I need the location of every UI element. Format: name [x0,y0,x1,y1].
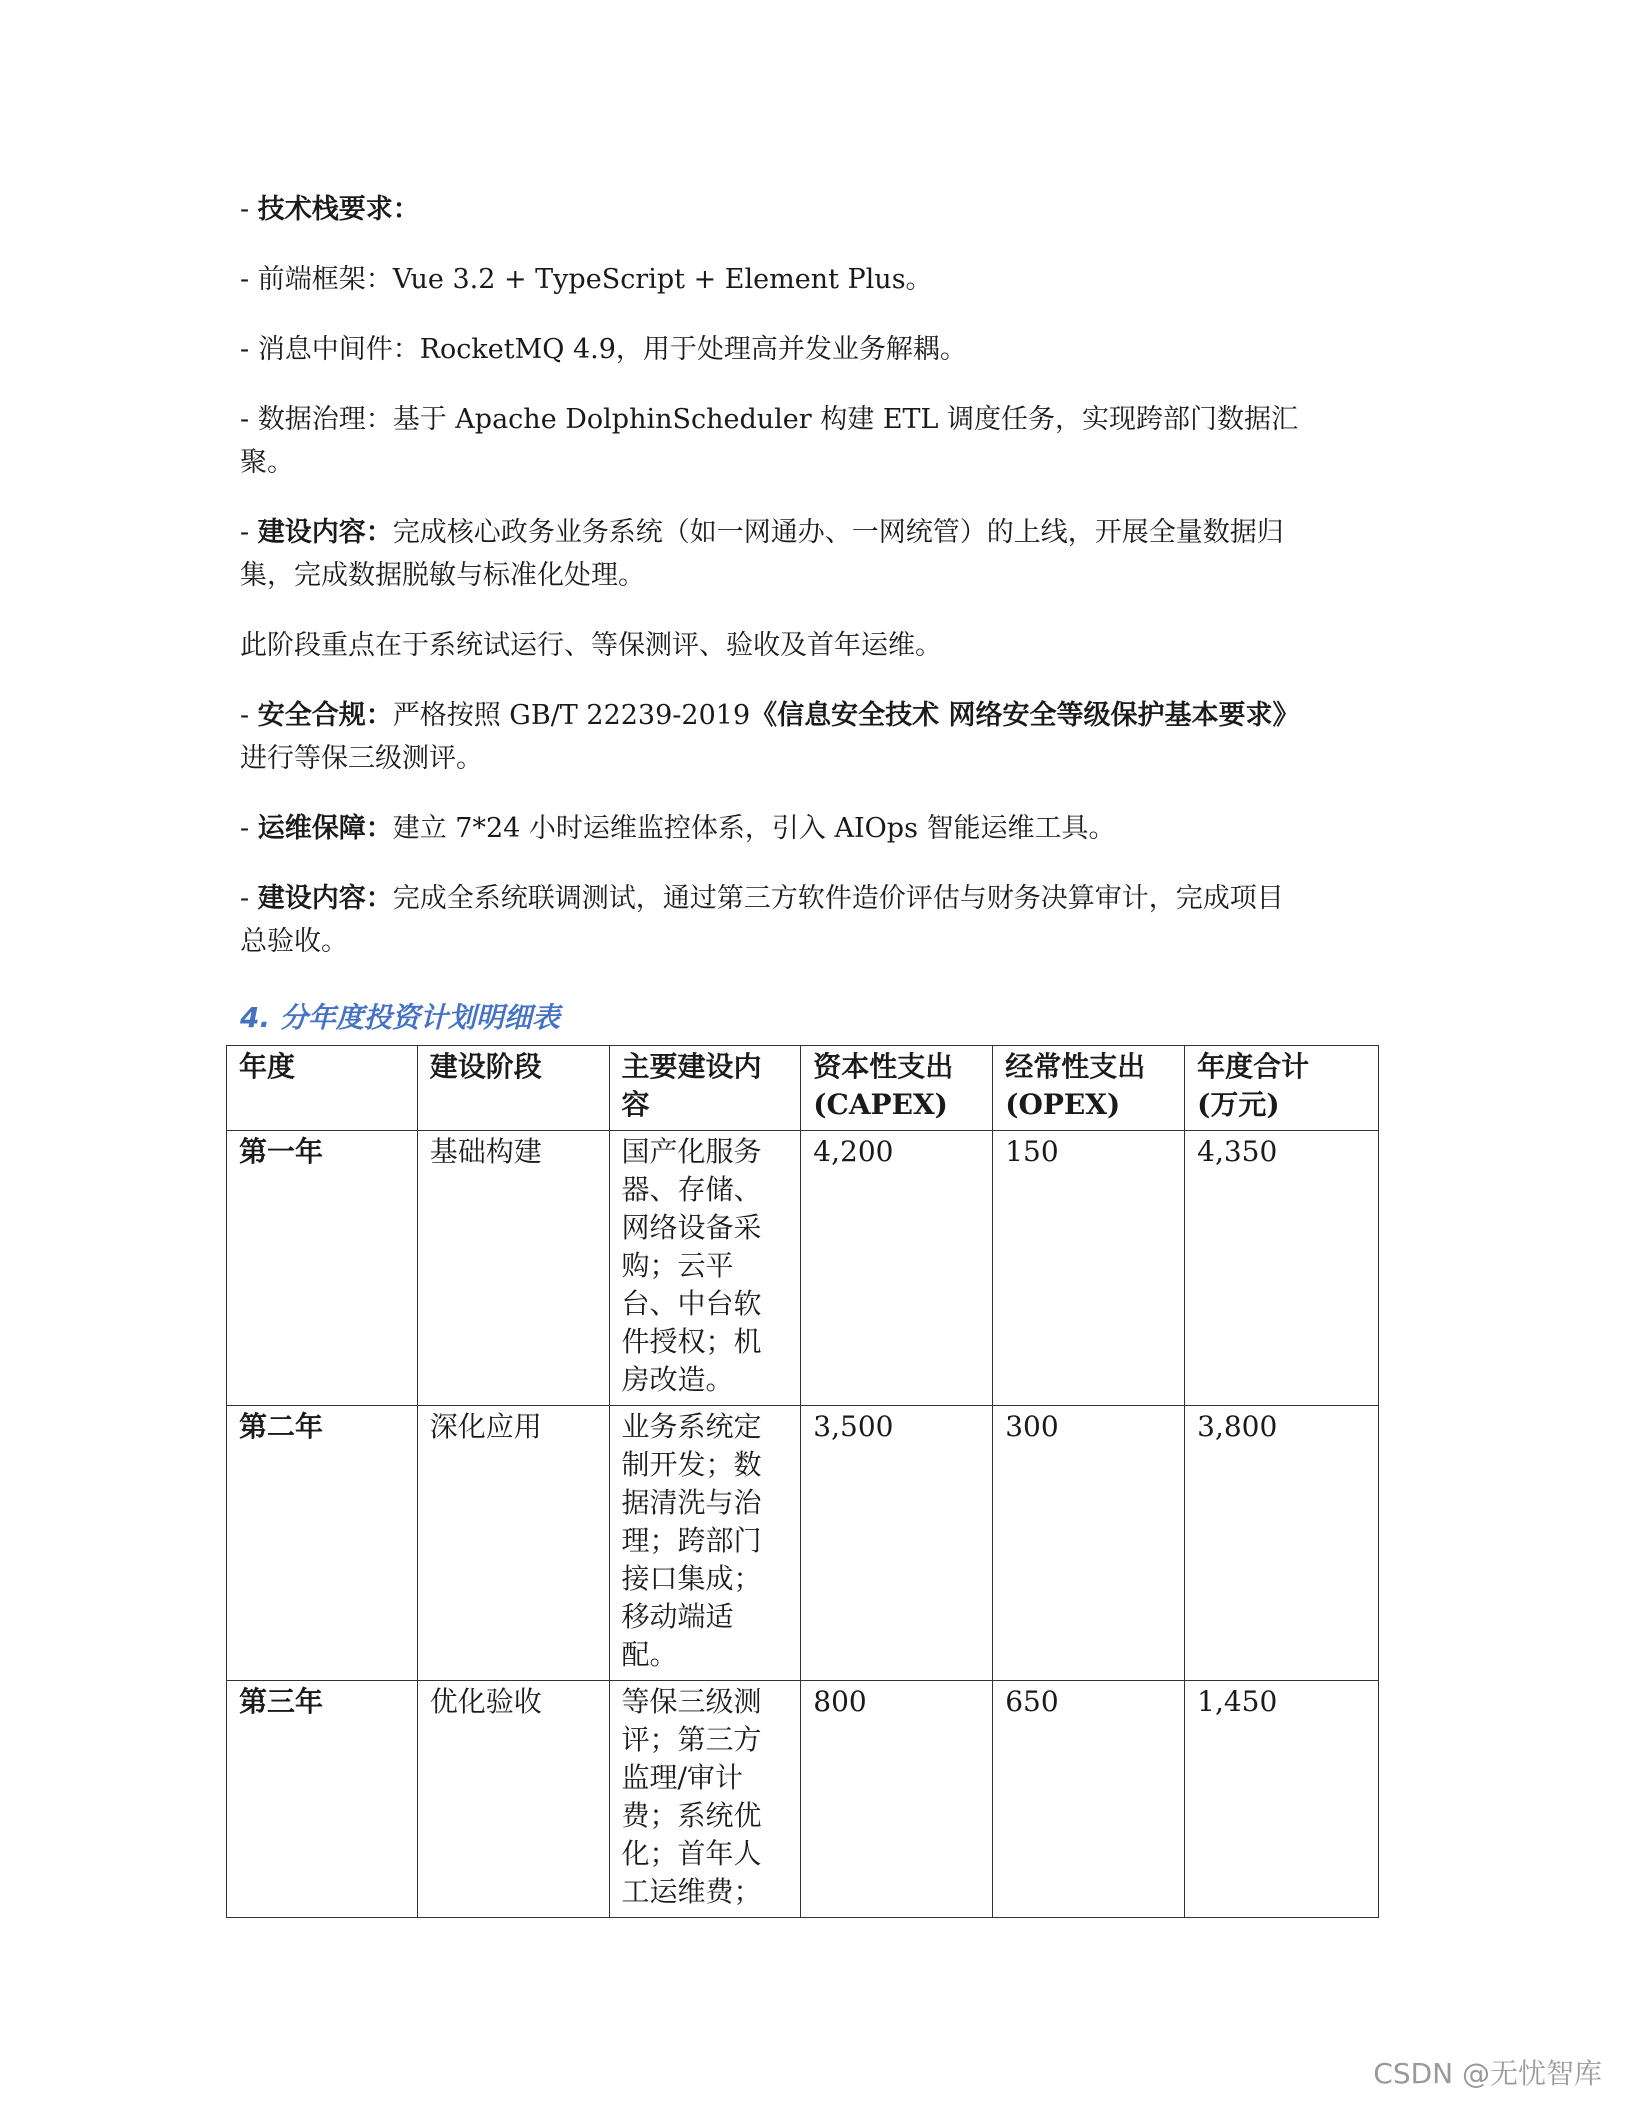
cell-total: 1,450 [1185,1681,1379,1918]
cell-stage: 基础构建 [417,1131,609,1406]
cell-opex: 150 [993,1131,1185,1406]
investment-table [226,1045,1379,1918]
header-year: 年度 [227,1046,418,1131]
cell-stage: 优化验收 [417,1681,609,1918]
cell-opex: 300 [993,1406,1185,1681]
paragraph-build-content-1: - 建设内容：完成核心政务业务系统（如一网通办、一网统管）的上线，开展全量数据归 集，完成数据脱敏与标准化处理。 [240,517,1284,591]
paragraph-stage-focus: 此阶段重点在于系统试运行、等保测评、验收及首年运维。 [240,630,942,661]
header-stage: 建设阶段 [417,1046,609,1131]
header-content: 主要建设内 容 [609,1046,801,1131]
cell-capex: 3,500 [801,1406,993,1681]
table-row [227,1406,1379,1681]
cell-stage: 深化应用 [417,1406,609,1681]
table-row [227,1681,1379,1918]
watermark: CSDN @无忧智库 [1373,2057,1602,2090]
cell-opex: 650 [993,1681,1185,1918]
paragraph-ops: - 运维保障：建立 7*24 小时运维监控体系，引入 AIOps 智能运维工具。 [240,813,1116,844]
table-header-row [227,1046,1379,1131]
table-row [227,1131,1379,1406]
header-capex: 资本性支出 (CAPEX) [801,1046,993,1131]
paragraph-data-governance: - 数据治理：基于 Apache DolphinScheduler 构建 ETL 调度任务，实现跨部门数据汇 聚。 [240,404,1299,478]
cell-content: 业务系统定 制开发；数 据清洗与治 理；跨部门 接口集成； 移动端适 配。 [609,1406,801,1681]
paragraph-security: - 安全合规：严格按照 GB/T 22239-2019《信息安全技术 网络安全等级保护基本要求》 进行等保三级测评。 [240,700,1300,774]
paragraph-frontend: - 前端框架：Vue 3.2 + TypeScript + Element Plus。 [240,264,933,295]
header-total: 年度合计 (万元) [1185,1046,1379,1131]
cell-year: 第一年 [227,1131,418,1406]
section-heading: 4. 分年度投资计划明细表 [240,1001,560,1034]
cell-total: 3,800 [1185,1406,1379,1681]
cell-year: 第三年 [227,1681,418,1918]
cell-content: 国产化服务 器、存储、 网络设备采 购；云平 台、中台软 件授权；机 房改造。 [609,1131,801,1406]
cell-year: 第二年 [227,1406,418,1681]
paragraph-mq: - 消息中间件：RocketMQ 4.9，用于处理高并发业务解耦。 [240,334,967,365]
header-opex: 经常性支出 (OPEX) [993,1046,1185,1131]
cell-capex: 4,200 [801,1131,993,1406]
cell-content: 等保三级测 评；第三方 监理/审计 费；系统优 化；首年人 工运维费； [609,1681,801,1918]
paragraph-build-content-2: - 建设内容：完成全系统联调测试，通过第三方软件造价评估与财务决算审计，完成项目 总验收。 [240,883,1284,957]
cell-total: 4,350 [1185,1131,1379,1406]
paragraph-tech-stack: - 技术栈要求： [240,194,420,225]
cell-capex: 800 [801,1681,993,1918]
